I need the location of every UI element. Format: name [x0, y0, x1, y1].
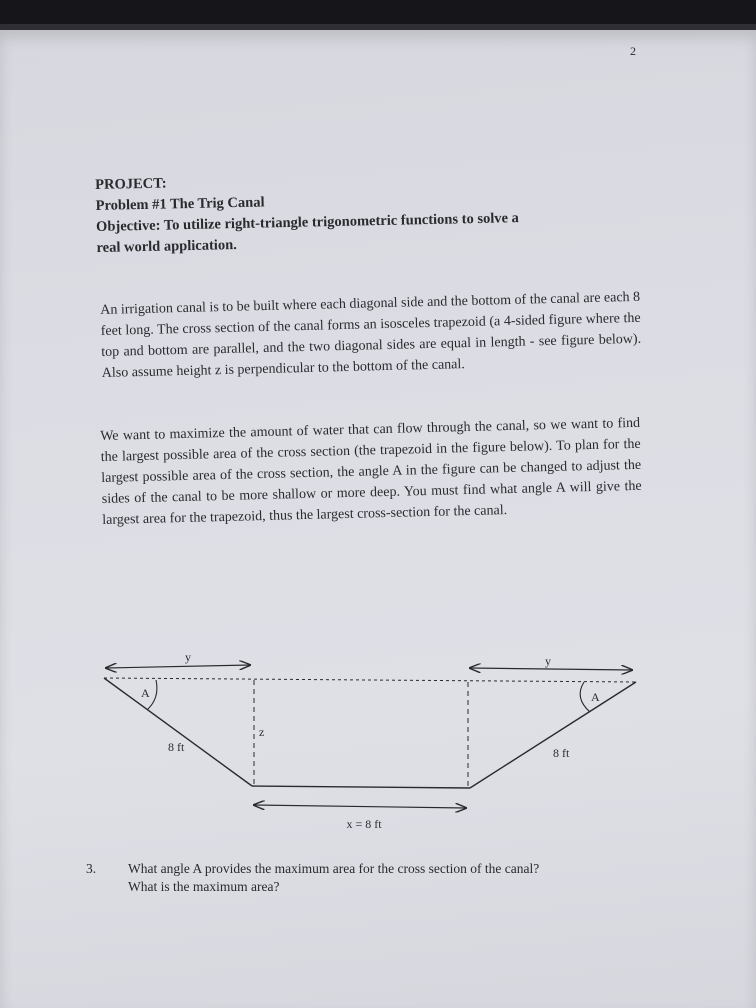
label-height: z — [259, 725, 265, 739]
label-bottom: x = 8 ft — [346, 817, 382, 831]
paragraph-canal-description: An irrigation canal is to be built where each diagonal side and the bottom of the canal are each 8 feet long. The cross section of the canal forms an isosceles trapezoid (a 4-sided figure where the top and bottom are parallel, and the two diagonal sides are equal in length - see figure below). Also assume height z is perpendicular to the bottom of the canal. — [100, 289, 642, 381]
label-side-left: 8 ft — [168, 740, 185, 754]
question-text — [128, 860, 648, 896]
label-angle-left: A — [141, 686, 150, 700]
y-arrow-right — [470, 668, 632, 670]
right-diagonal-side — [470, 682, 636, 788]
objective-line-1: Objective: To utilize right-triangle trigonometric functions to solve a — [95, 210, 520, 235]
question-line-2: What is the maximum area? — [128, 879, 280, 894]
question-line-1: What angle A provides the maximum area for the cross section of the canal? — [128, 861, 540, 876]
canal-bottom — [252, 786, 470, 788]
angle-arc-right — [580, 682, 590, 712]
label-side-right: 8 ft — [553, 746, 570, 760]
objective-line-2: real world application. — [96, 237, 237, 256]
paragraph-maximize-area: We want to maximize the amount of water that can flow through the canal, so we want to find the largest possible area of the cross section (the trapezoid in the figure below). To plan for the largest possible area of the cross section, the angle A in the figure can be changed to adjust the sides of the canal to be more shallow or more deep. You must find what angle A will give the largest area for the trapezoid, thus the largest cross-section for the canal. — [100, 415, 642, 528]
y-arrow-left — [106, 665, 250, 668]
label-y-left: y — [185, 650, 191, 664]
canal-top-dashed-line — [104, 678, 636, 682]
question-number: 3. — [86, 861, 97, 876]
page-number: 2 — [630, 44, 636, 58]
label-y-right: y — [545, 654, 551, 668]
problem-title: Problem #1 The Trig Canal — [95, 194, 265, 214]
x-arrow — [254, 805, 466, 808]
label-angle-right: A — [591, 690, 600, 704]
left-diagonal-side — [104, 678, 252, 786]
project-label: PROJECT: — [95, 175, 167, 193]
